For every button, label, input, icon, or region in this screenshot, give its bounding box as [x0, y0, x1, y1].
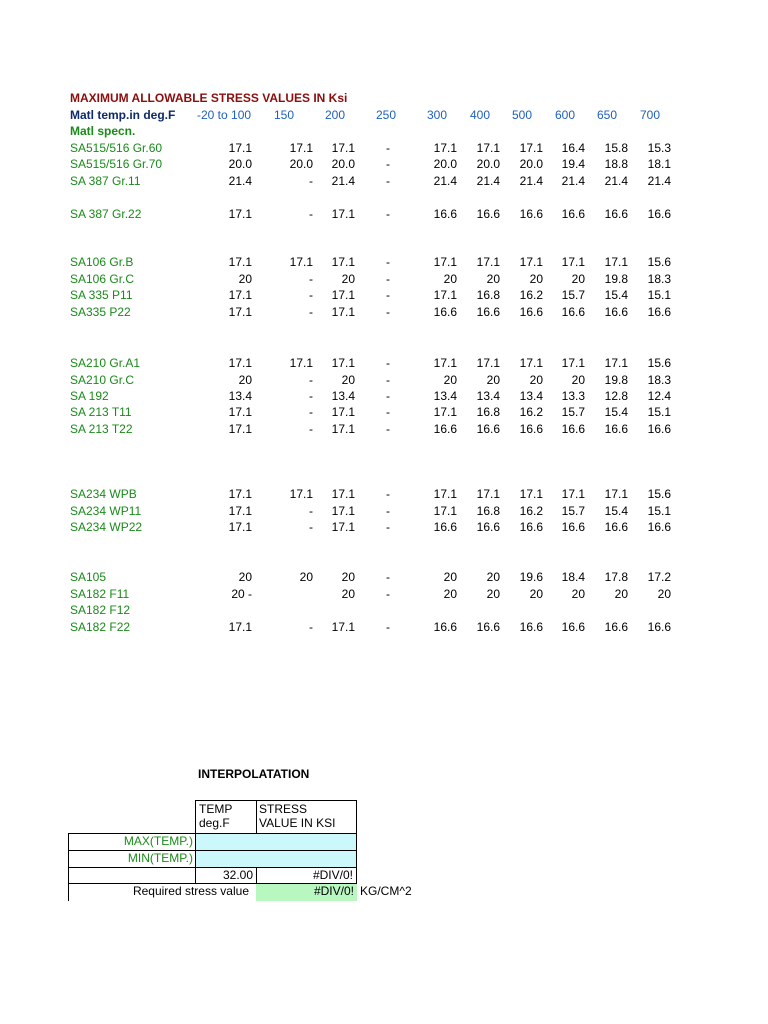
stress-cell: 15.7 — [561, 405, 585, 419]
stress-cell: 17.1 — [604, 255, 628, 269]
stress-cell: 17.1 — [476, 255, 500, 269]
stress-cell: 13.4 — [228, 389, 252, 403]
stress-cell: 16.6 — [604, 207, 628, 221]
stress-value[interactable]: #DIV/0! — [256, 867, 357, 884]
material-name: SA 387 Gr.11 — [70, 174, 141, 188]
stress-cell: 16.6 — [604, 520, 628, 534]
stress-cell: 17.1 — [331, 520, 355, 534]
stress-cell: 19.4 — [561, 157, 585, 171]
temp-header-4: 300 — [427, 108, 448, 122]
max-stress-input[interactable] — [256, 833, 357, 850]
stress-cell: 21.4 — [647, 174, 671, 188]
stress-cell: 16.6 — [561, 305, 585, 319]
stress-cell: 20 — [443, 272, 457, 286]
stress-cell: 20 — [299, 570, 313, 584]
stress-cell: 16.6 — [647, 520, 671, 534]
stress-cell: - — [386, 141, 390, 155]
stress-cell: 20 — [529, 373, 543, 387]
stress-cell: 13.3 — [561, 389, 585, 403]
stress-cell: - — [386, 356, 390, 370]
material-name: SA 387 Gr.22 — [70, 207, 142, 221]
material-name: SA210 Gr.C — [70, 373, 135, 387]
stress-cell: 21.4 — [519, 174, 543, 188]
stress-cell: 19.8 — [604, 272, 628, 286]
stress-cell: 21.4 — [476, 174, 500, 188]
stress-cell: 17.1 — [331, 487, 355, 501]
stress-cell: 16.6 — [519, 422, 543, 436]
stress-cell: 16.6 — [476, 620, 500, 634]
material-name: SA515/516 Gr.60 — [70, 141, 163, 155]
stress-cell: 17.1 — [331, 255, 355, 269]
stress-cell: 16.6 — [476, 422, 500, 436]
stress-cell: 20 — [657, 587, 671, 601]
temperature-label: Matl temp.in deg.F — [70, 108, 176, 122]
stress-cell: 16.8 — [476, 504, 500, 518]
stress-cell: 17.1 — [433, 288, 457, 302]
stress-cell: 17.1 — [228, 422, 252, 436]
stress-cell: 20 — [486, 570, 500, 584]
material-name: SA234 WP22 — [70, 520, 143, 534]
stress-cell: 15.1 — [647, 405, 671, 419]
temperature-value[interactable]: 32.00 — [195, 867, 257, 884]
stress-cell: 20 — [238, 570, 252, 584]
stress-cell: 17.1 — [228, 487, 252, 501]
min-stress-input[interactable] — [256, 850, 357, 867]
stress-cell: 16.6 — [647, 305, 671, 319]
stress-cell: 17.1 — [433, 487, 457, 501]
temp-header-3: 250 — [376, 108, 397, 122]
temp-header-1: 150 — [274, 108, 295, 122]
stress-cell: 17.1 — [476, 141, 500, 155]
stress-cell: 20.0 — [289, 157, 313, 171]
stress-cell: - — [309, 305, 313, 319]
stress-cell: 17.1 — [228, 207, 252, 221]
material-spec-label: Matl specn. — [70, 124, 136, 138]
stress-cell: 19.6 — [519, 570, 543, 584]
stress-cell: 17.1 — [561, 255, 585, 269]
stress-cell: 16.6 — [561, 207, 585, 221]
stress-cell: 20 — [443, 373, 457, 387]
stress-cell: 15.3 — [647, 141, 671, 155]
max-temp-label: MAX(TEMP.) — [68, 833, 196, 850]
stress-cell: - — [386, 255, 390, 269]
stress-cell: 16.6 — [433, 305, 457, 319]
stress-cell: 16.2 — [519, 288, 543, 302]
stress-cell: 13.4 — [433, 389, 457, 403]
stress-cell: 13.4 — [476, 389, 500, 403]
stress-cell: 17.1 — [331, 141, 355, 155]
stress-cell: 20 — [571, 587, 585, 601]
temp-header-cell — [195, 800, 257, 834]
stress-cell: - — [309, 520, 313, 534]
stress-cell: 15.7 — [561, 288, 585, 302]
stress-cell: 17.1 — [561, 356, 585, 370]
stress-cell: 17.1 — [289, 487, 313, 501]
temp-header-0: -20 to 100 — [197, 108, 252, 122]
sheet-title: MAXIMUM ALLOWABLE STRESS VALUES IN Ksi — [70, 91, 348, 105]
stress-cell: 16.6 — [604, 305, 628, 319]
min-temp-input[interactable] — [195, 850, 257, 867]
max-temp-input[interactable] — [195, 833, 257, 850]
stress-cell: 21.4 — [433, 174, 457, 188]
material-name: SA 213 T11 — [70, 405, 132, 419]
stress-cell: 18.1 — [647, 157, 671, 171]
stress-cell: - — [309, 174, 313, 188]
stress-cell: - — [386, 288, 390, 302]
temp-header-line2: deg.F — [199, 816, 230, 830]
stress-cell: - — [386, 174, 390, 188]
stress-cell: 20.0 — [228, 157, 252, 171]
stress-cell: 13.4 — [519, 389, 543, 403]
temp-header-line1: TEMP — [199, 802, 233, 816]
stress-cell: 17.1 — [604, 356, 628, 370]
stress-cell: 16.6 — [519, 305, 543, 319]
stress-cell: - — [309, 389, 313, 403]
stress-cell: 16.6 — [433, 207, 457, 221]
stress-cell: 17.1 — [604, 487, 628, 501]
temp-header-6: 500 — [512, 108, 533, 122]
stress-cell: 21.4 — [228, 174, 252, 188]
stress-cell: 17.1 — [228, 255, 252, 269]
stress-cell: 20.0 — [433, 157, 457, 171]
stress-cell: 20 — [486, 373, 500, 387]
stress-cell: - — [386, 504, 390, 518]
stress-header-line2: VALUE IN KSI — [259, 816, 336, 830]
stress-cell: 16.6 — [604, 422, 628, 436]
stress-cell: 12.8 — [604, 389, 628, 403]
stress-cell: 17.1 — [289, 356, 313, 370]
stress-cell: 17.1 — [228, 405, 252, 419]
stress-cell: - — [309, 422, 313, 436]
stress-cell: 20 — [529, 587, 543, 601]
stress-cell: - — [309, 373, 313, 387]
stress-cell: 15.1 — [647, 504, 671, 518]
stress-cell: 20 — [443, 587, 457, 601]
stress-cell: 15.4 — [604, 288, 628, 302]
stress-cell: 17.1 — [331, 305, 355, 319]
stress-cell: 16.6 — [433, 422, 457, 436]
stress-cell: - — [386, 422, 390, 436]
stress-cell: 15.1 — [647, 288, 671, 302]
stress-cell: 17.1 — [289, 255, 313, 269]
stress-cell: - — [386, 389, 390, 403]
stress-cell: 16.6 — [519, 207, 543, 221]
stress-cell: 17.1 — [476, 356, 500, 370]
stress-cell: 17.1 — [476, 487, 500, 501]
stress-cell: - — [309, 620, 313, 634]
material-name: SA 335 P11 — [70, 288, 133, 302]
temp-header-7: 600 — [555, 108, 576, 122]
stress-cell: 20 — [486, 272, 500, 286]
stress-cell: 17.1 — [331, 207, 355, 221]
stress-cell: 16.6 — [561, 422, 585, 436]
stress-cell: 20 — [341, 373, 355, 387]
stress-cell: 16.2 — [519, 405, 543, 419]
stress-cell: 20 — [341, 272, 355, 286]
min-temp-label: MIN(TEMP.) — [68, 850, 196, 867]
stress-cell: 17.1 — [228, 520, 252, 534]
temp-header-2: 200 — [325, 108, 346, 122]
stress-cell: - — [386, 373, 390, 387]
unit-label: KG/CM^2 — [360, 884, 412, 898]
stress-cell: 16.6 — [433, 620, 457, 634]
stress-cell: 20 — [486, 587, 500, 601]
stress-cell: 17.1 — [228, 504, 252, 518]
stress-cell: 20 — [571, 272, 585, 286]
stress-cell: 12.4 — [647, 389, 671, 403]
stress-cell: 15.7 — [561, 504, 585, 518]
required-stress-value[interactable]: #DIV/0! — [256, 884, 357, 901]
stress-cell: 17.1 — [331, 504, 355, 518]
stress-cell: 17.1 — [519, 141, 543, 155]
stress-cell: 18.4 — [561, 570, 585, 584]
stress-cell: 15.8 — [604, 141, 628, 155]
stress-cell: 16.6 — [604, 620, 628, 634]
stress-cell: 17.1 — [228, 305, 252, 319]
stress-cell: 17.1 — [519, 356, 543, 370]
stress-cell: 17.1 — [331, 405, 355, 419]
temp-header-8: 650 — [597, 108, 618, 122]
stress-cell: - — [386, 207, 390, 221]
stress-cell: 15.4 — [604, 405, 628, 419]
interpolation-title: INTERPOLATATION — [198, 767, 310, 781]
stress-header-line1: STRESS — [259, 802, 308, 816]
stress-cell: 20 - — [231, 587, 252, 601]
stress-cell: 17.2 — [647, 570, 671, 584]
stress-cell: 16.6 — [561, 620, 585, 634]
material-name: SA182 F22 — [70, 620, 131, 634]
stress-cell: 15.6 — [647, 487, 671, 501]
stress-cell: 21.4 — [331, 174, 355, 188]
stress-cell: 19.8 — [604, 373, 628, 387]
stress-cell: 20 — [529, 272, 543, 286]
material-name: SA182 F12 — [70, 603, 131, 617]
stress-cell: - — [386, 305, 390, 319]
stress-cell: 15.6 — [647, 356, 671, 370]
stress-cell: 16.6 — [647, 620, 671, 634]
stress-cell: 16.2 — [519, 504, 543, 518]
stress-cell: 16.6 — [519, 520, 543, 534]
material-name: SA335 P22 — [70, 305, 131, 319]
required-stress-label: Required stress value — [132, 884, 249, 898]
stress-cell: 21.4 — [561, 174, 585, 188]
stress-cell: 17.1 — [228, 288, 252, 302]
stress-cell: 20.0 — [331, 157, 355, 171]
stress-cell: - — [386, 620, 390, 634]
material-name: SA 192 — [70, 389, 109, 403]
stress-cell: 17.1 — [331, 288, 355, 302]
stress-cell: - — [386, 272, 390, 286]
stress-cell: 15.4 — [604, 504, 628, 518]
stress-cell: 16.6 — [647, 422, 671, 436]
stress-cell: - — [309, 504, 313, 518]
stress-cell: 20 — [341, 587, 355, 601]
stress-cell: 18.8 — [604, 157, 628, 171]
stress-cell: - — [386, 520, 390, 534]
material-name: SA234 WP11 — [70, 504, 142, 518]
stress-cell: 17.1 — [519, 487, 543, 501]
stress-cell: 17.1 — [331, 422, 355, 436]
stress-cell: 20 — [571, 373, 585, 387]
stress-cell: - — [386, 587, 390, 601]
stress-cell: 17.1 — [289, 141, 313, 155]
stress-cell: 16.6 — [519, 620, 543, 634]
stress-cell: 17.1 — [228, 356, 252, 370]
stress-cell: 17.1 — [433, 405, 457, 419]
stress-cell: - — [309, 405, 313, 419]
stress-header-cell — [256, 800, 357, 834]
stress-cell: 17.1 — [433, 504, 457, 518]
stress-cell: 21.4 — [604, 174, 628, 188]
stress-cell: - — [386, 157, 390, 171]
stress-cell: 16.6 — [561, 520, 585, 534]
stress-cell: 17.1 — [519, 255, 543, 269]
stress-cell: 16.6 — [476, 520, 500, 534]
stress-cell: 16.6 — [647, 207, 671, 221]
stress-cell: 17.1 — [433, 141, 457, 155]
stress-cell: 16.4 — [561, 141, 585, 155]
stress-cell: - — [309, 207, 313, 221]
stress-cell: 17.1 — [433, 255, 457, 269]
stress-cell: 20 — [238, 272, 252, 286]
stress-cell: 20 — [341, 570, 355, 584]
stress-cell: 17.8 — [604, 570, 628, 584]
stress-cell: 13.4 — [331, 389, 355, 403]
stress-cell: - — [386, 487, 390, 501]
stress-cell: 16.6 — [433, 520, 457, 534]
stress-cell: - — [309, 288, 313, 302]
stress-cell: - — [309, 272, 313, 286]
stress-cell: - — [386, 570, 390, 584]
material-name: SA234 WPB — [70, 487, 137, 501]
stress-cell: 18.3 — [647, 272, 671, 286]
stress-cell: 20.0 — [476, 157, 500, 171]
material-name: SA182 F11 — [70, 587, 130, 601]
temp-header-9: 700 — [640, 108, 661, 122]
stress-cell: 16.8 — [476, 288, 500, 302]
stress-cell: 16.6 — [476, 207, 500, 221]
stress-cell: 20 — [614, 587, 628, 601]
material-name: SA106 Gr.B — [70, 255, 134, 269]
stress-cell: 20.0 — [519, 157, 543, 171]
stress-cell: 18.3 — [647, 373, 671, 387]
stress-cell: 17.1 — [331, 620, 355, 634]
stress-cell: 17.1 — [228, 620, 252, 634]
material-name: SA210 Gr.A1 — [70, 356, 141, 370]
stress-cell: 15.6 — [647, 255, 671, 269]
stress-cell: 17.1 — [331, 356, 355, 370]
stress-cell: 20 — [238, 373, 252, 387]
material-name: SA106 Gr.C — [70, 272, 135, 286]
stress-cell: 17.1 — [228, 141, 252, 155]
blank-label-cell — [68, 867, 196, 884]
material-name: SA105 — [70, 570, 107, 584]
stress-cell: 20 — [443, 570, 457, 584]
temp-header-5: 400 — [470, 108, 491, 122]
stress-cell: 16.6 — [476, 305, 500, 319]
stress-cell: 17.1 — [433, 356, 457, 370]
stress-cell: - — [386, 405, 390, 419]
stress-cell: 16.8 — [476, 405, 500, 419]
stress-cell: 17.1 — [561, 487, 585, 501]
material-name: SA515/516 Gr.70 — [70, 157, 163, 171]
material-name: SA 213 T22 — [70, 422, 133, 436]
